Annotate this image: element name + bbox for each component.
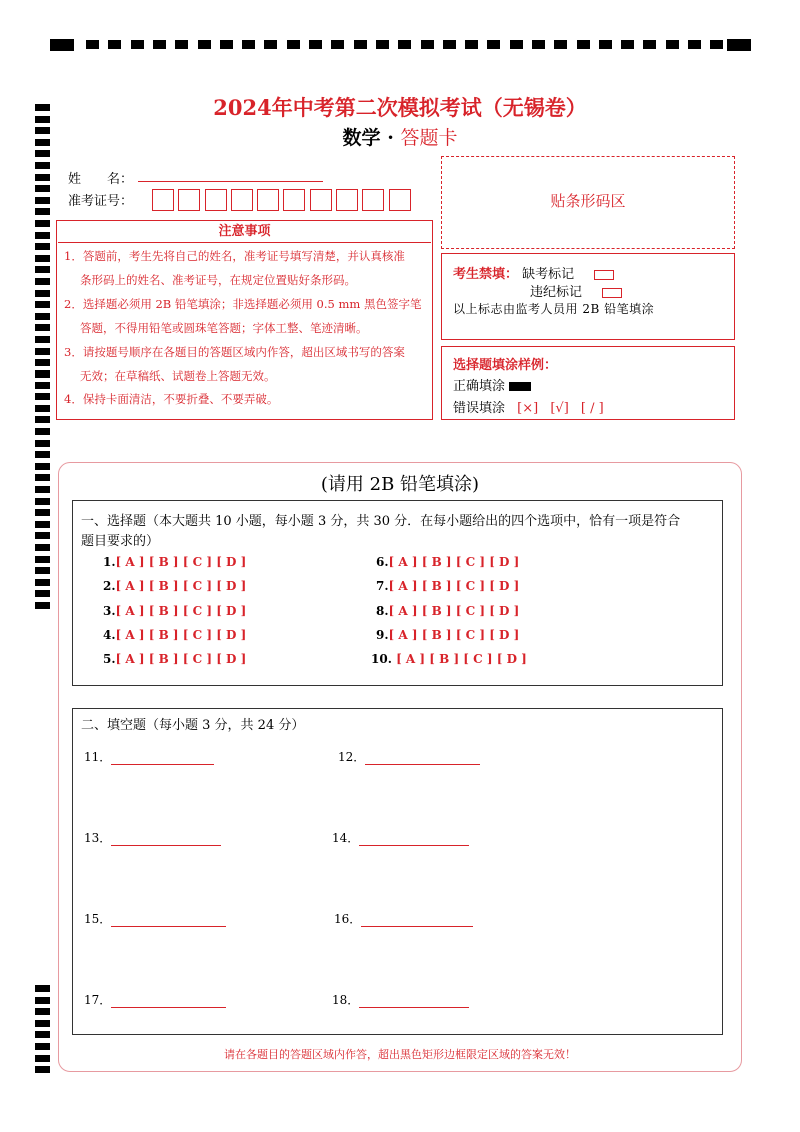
violation-label: 违纪标记 xyxy=(530,285,583,300)
timing-mark xyxy=(621,40,634,49)
timing-mark xyxy=(398,40,411,49)
notice-item: 4．保持卡面清洁，不要折叠、不要弄破。 xyxy=(64,392,279,406)
wrong-mark: [×] xyxy=(517,401,539,416)
name-field[interactable] xyxy=(138,181,323,182)
answer-line[interactable] xyxy=(359,1007,469,1008)
notice-item: 条形码上的姓名、准考证号，在规定位置贴好条形码。 xyxy=(80,273,356,287)
mcq-question xyxy=(371,652,527,666)
timing-mark xyxy=(376,40,389,49)
timing-mark xyxy=(35,278,50,285)
exam-no-cell[interactable] xyxy=(389,189,411,211)
blank-item xyxy=(84,748,214,765)
timing-mark xyxy=(35,579,50,586)
exam-no-cell[interactable] xyxy=(257,189,279,211)
blank-number: 12． xyxy=(338,750,366,764)
timing-mark xyxy=(35,255,50,262)
mcq-question xyxy=(376,628,519,642)
timing-mark xyxy=(35,1066,50,1073)
timing-mark xyxy=(108,40,121,49)
exam-no-cell[interactable] xyxy=(336,189,358,211)
page-title: 2024年中考第二次模拟考试（无锡卷） xyxy=(213,95,587,120)
mcq-section-title-cont: 题目要求的） xyxy=(81,534,160,549)
timing-mark xyxy=(577,40,590,49)
blank-number: 11． xyxy=(84,750,112,764)
blank-number: 17． xyxy=(84,993,112,1007)
exam-no-cell[interactable] xyxy=(362,189,384,211)
mcq-question xyxy=(103,628,246,642)
timing-mark xyxy=(35,370,50,377)
blank-item xyxy=(334,910,473,927)
page-subtitle xyxy=(0,123,800,150)
blank-item xyxy=(332,991,469,1008)
correct-fill-label: 正确填涂 xyxy=(453,379,506,394)
timing-mark xyxy=(35,416,50,423)
timing-mark xyxy=(727,39,751,51)
timing-mark xyxy=(35,162,50,169)
mcq-options[interactable]: [ A ] [ B ] [ C ] [ D ] xyxy=(388,579,520,594)
mcq-options[interactable]: [ A ] [ B ] [ C ] [ D ] xyxy=(115,627,247,642)
timing-mark xyxy=(443,40,456,49)
notice-item: 无效；在草稿纸、试题卷上答题无效。 xyxy=(80,369,276,383)
timing-mark xyxy=(421,40,434,49)
blank-item xyxy=(84,991,226,1008)
timing-mark xyxy=(198,40,211,49)
timing-mark xyxy=(35,197,50,204)
mcq-question xyxy=(376,604,519,618)
timing-mark xyxy=(510,40,523,49)
subject-label: 数学 xyxy=(342,127,381,149)
timing-mark xyxy=(35,498,50,505)
exam-no-cell[interactable] xyxy=(152,189,174,211)
timing-mark xyxy=(309,40,322,49)
timing-mark xyxy=(35,428,50,435)
mcq-number: 10. xyxy=(371,652,392,667)
barcode-area xyxy=(441,156,735,249)
mcq-number: 1. xyxy=(103,555,116,569)
timing-mark xyxy=(35,208,50,215)
timing-mark xyxy=(35,997,50,1004)
exam-no-cell[interactable] xyxy=(231,189,253,211)
timing-mark xyxy=(35,243,50,250)
blank-item xyxy=(332,829,469,846)
answer-line[interactable] xyxy=(361,926,473,927)
pencil-note: (请用 2B 铅笔填涂) xyxy=(320,474,480,495)
mcq-number: 7. xyxy=(376,579,389,594)
timing-mark xyxy=(35,556,50,563)
mcq-number: 6. xyxy=(376,555,389,569)
timing-mark xyxy=(35,602,50,609)
timing-mark xyxy=(35,521,50,528)
exam-no-cell[interactable] xyxy=(283,189,305,211)
timing-mark xyxy=(35,544,50,551)
timing-mark xyxy=(35,220,50,227)
prohibit-box xyxy=(441,253,735,340)
mcq-number: 2. xyxy=(103,579,116,594)
timing-mark xyxy=(35,359,50,366)
timing-mark xyxy=(86,40,99,49)
timing-mark xyxy=(35,440,50,447)
timing-mark xyxy=(153,40,166,49)
timing-mark xyxy=(35,185,50,192)
barcode-area-label: 贴条形码区 xyxy=(550,192,626,210)
timing-mark xyxy=(35,567,50,574)
mcq-options[interactable]: [ A ] [ B ] [ C ] [ D ] xyxy=(115,579,247,594)
timing-mark xyxy=(35,313,50,320)
timing-mark xyxy=(35,324,50,331)
timing-mark xyxy=(35,532,50,539)
mcq-number: 9. xyxy=(376,627,389,642)
blank-number: 16． xyxy=(334,912,362,926)
fill-blank-section-title: 二、填空题（每小题 3 分，共 24 分） xyxy=(81,718,305,733)
timing-mark xyxy=(264,40,277,49)
answer-line[interactable] xyxy=(111,926,226,927)
timing-mark xyxy=(35,1008,50,1015)
mcq-options[interactable]: [ A ] [ B ] [ C ] [ D ] xyxy=(388,555,520,569)
answer-line[interactable] xyxy=(359,845,469,846)
timing-mark xyxy=(554,40,567,49)
timing-mark xyxy=(532,40,545,49)
timing-mark xyxy=(35,290,50,297)
mcq-question xyxy=(376,555,519,569)
timing-mark xyxy=(35,590,50,597)
timing-mark xyxy=(35,150,50,157)
mcq-question xyxy=(376,579,519,593)
timing-mark xyxy=(35,405,50,412)
blank-item xyxy=(84,829,221,846)
name-label: 姓 名： xyxy=(68,172,134,187)
exam-no-cell[interactable] xyxy=(205,189,227,211)
answer-line[interactable] xyxy=(111,764,214,765)
violation-mark-box[interactable] xyxy=(602,288,622,298)
answer-line[interactable] xyxy=(111,1007,226,1008)
subtitle-dot: · xyxy=(387,127,394,149)
timing-mark xyxy=(287,40,300,49)
timing-mark xyxy=(35,174,50,181)
notice-item: 2．选择题必须用 2B 铅笔填涂；非选择题必须用 0.5 mm 黑色签字笔 xyxy=(64,297,422,311)
timing-mark xyxy=(35,348,50,355)
fill-sample-box xyxy=(441,346,735,420)
timing-mark xyxy=(710,40,723,49)
mcq-question xyxy=(103,579,246,593)
timing-mark xyxy=(35,393,50,400)
mcq-section-title: 一、选择题（本大题共 10 小题，每小题 3 分，共 30 分．在每小题给出的四个选项中，恰有一项是符合 xyxy=(81,514,681,529)
timing-mark xyxy=(175,40,188,49)
exam-no-boxes[interactable] xyxy=(152,189,415,211)
timing-mark xyxy=(643,40,656,49)
mcq-number: 3. xyxy=(103,603,116,618)
wrong-mark: [√] xyxy=(550,401,569,416)
timing-mark xyxy=(487,40,500,49)
answer-line[interactable] xyxy=(111,845,221,846)
timing-mark xyxy=(220,40,233,49)
blank-item xyxy=(84,910,226,927)
mcq-options[interactable]: [ A ] [ B ] [ C ] [ D ] xyxy=(391,652,527,667)
answer-line[interactable] xyxy=(365,764,480,765)
blank-number: 14． xyxy=(332,831,360,845)
timing-mark xyxy=(35,382,50,389)
footer-note: 请在各题目的答题区域内作答，超出黑色矩形边框限定区域的答案无效！ xyxy=(224,1048,576,1061)
absent-label: 缺考标记 xyxy=(522,267,575,282)
mcq-options[interactable]: [ A ] [ B ] [ C ] [ D ] xyxy=(388,627,520,642)
prohibit-label: 考生禁填： xyxy=(453,267,519,282)
timing-mark xyxy=(131,40,144,49)
timing-mark xyxy=(35,336,50,343)
mcq-question xyxy=(103,555,246,569)
timing-mark xyxy=(35,985,50,992)
timing-mark xyxy=(35,463,50,470)
timing-mark xyxy=(50,39,74,51)
mcq-number: 4. xyxy=(103,627,116,642)
timing-mark xyxy=(599,40,612,49)
timing-mark xyxy=(35,232,50,239)
mcq-question xyxy=(103,604,246,618)
timing-mark xyxy=(35,266,50,273)
mcq-options[interactable]: [ A ] [ B ] [ C ] [ D ] xyxy=(115,652,247,667)
exam-no-cell[interactable] xyxy=(310,189,332,211)
absent-mark-box[interactable] xyxy=(594,270,614,280)
blank-number: 18． xyxy=(332,993,360,1007)
notice-item: 3．请按题号顺序在各题目的答题区域内作答，超出区域书写的答案 xyxy=(64,345,405,359)
timing-mark xyxy=(242,40,255,49)
mcq-options[interactable]: [ A ] [ B ] [ C ] [ D ] xyxy=(388,603,520,618)
notice-title: 注意事项 xyxy=(58,222,431,243)
timing-mark xyxy=(35,451,50,458)
wrong-fill-label: 错误填涂 xyxy=(453,401,506,416)
timing-mark xyxy=(35,509,50,516)
wrong-mark: [ / ] xyxy=(580,401,604,416)
notice-item: 1．答题前，考生先将自己的姓名，准考证号填写清楚，并认真核准 xyxy=(64,249,405,263)
blank-number: 15． xyxy=(84,912,112,926)
timing-mark xyxy=(465,40,478,49)
mcq-number: 5. xyxy=(103,652,116,667)
timing-mark xyxy=(666,40,679,49)
mcq-question xyxy=(103,652,246,666)
timing-mark xyxy=(35,1031,50,1038)
notice-item: 答题，不得用铅笔或圆珠笔答题；字体工整、笔迹清晰。 xyxy=(80,321,368,335)
timing-mark xyxy=(35,1020,50,1027)
fill-sample-title: 选择题填涂样例： xyxy=(453,358,558,373)
timing-mark xyxy=(688,40,701,49)
blank-item xyxy=(338,748,480,765)
exam-no-label: 准考证号： xyxy=(68,194,134,209)
blank-number: 13． xyxy=(84,831,112,845)
exam-no-cell[interactable] xyxy=(178,189,200,211)
correct-fill-sample xyxy=(509,382,531,391)
mcq-options[interactable]: [ A ] [ B ] [ C ] [ D ] xyxy=(115,603,247,618)
prohibit-note: 以上标志由监考人员用 2B 铅笔填涂 xyxy=(453,302,655,316)
timing-mark xyxy=(331,40,344,49)
mcq-number: 8. xyxy=(376,603,389,618)
timing-mark xyxy=(35,301,50,308)
mcq-options[interactable]: [ A ] [ B ] [ C ] [ D ] xyxy=(115,555,247,569)
timing-mark xyxy=(354,40,367,49)
card-label: 答题卡 xyxy=(400,127,458,149)
